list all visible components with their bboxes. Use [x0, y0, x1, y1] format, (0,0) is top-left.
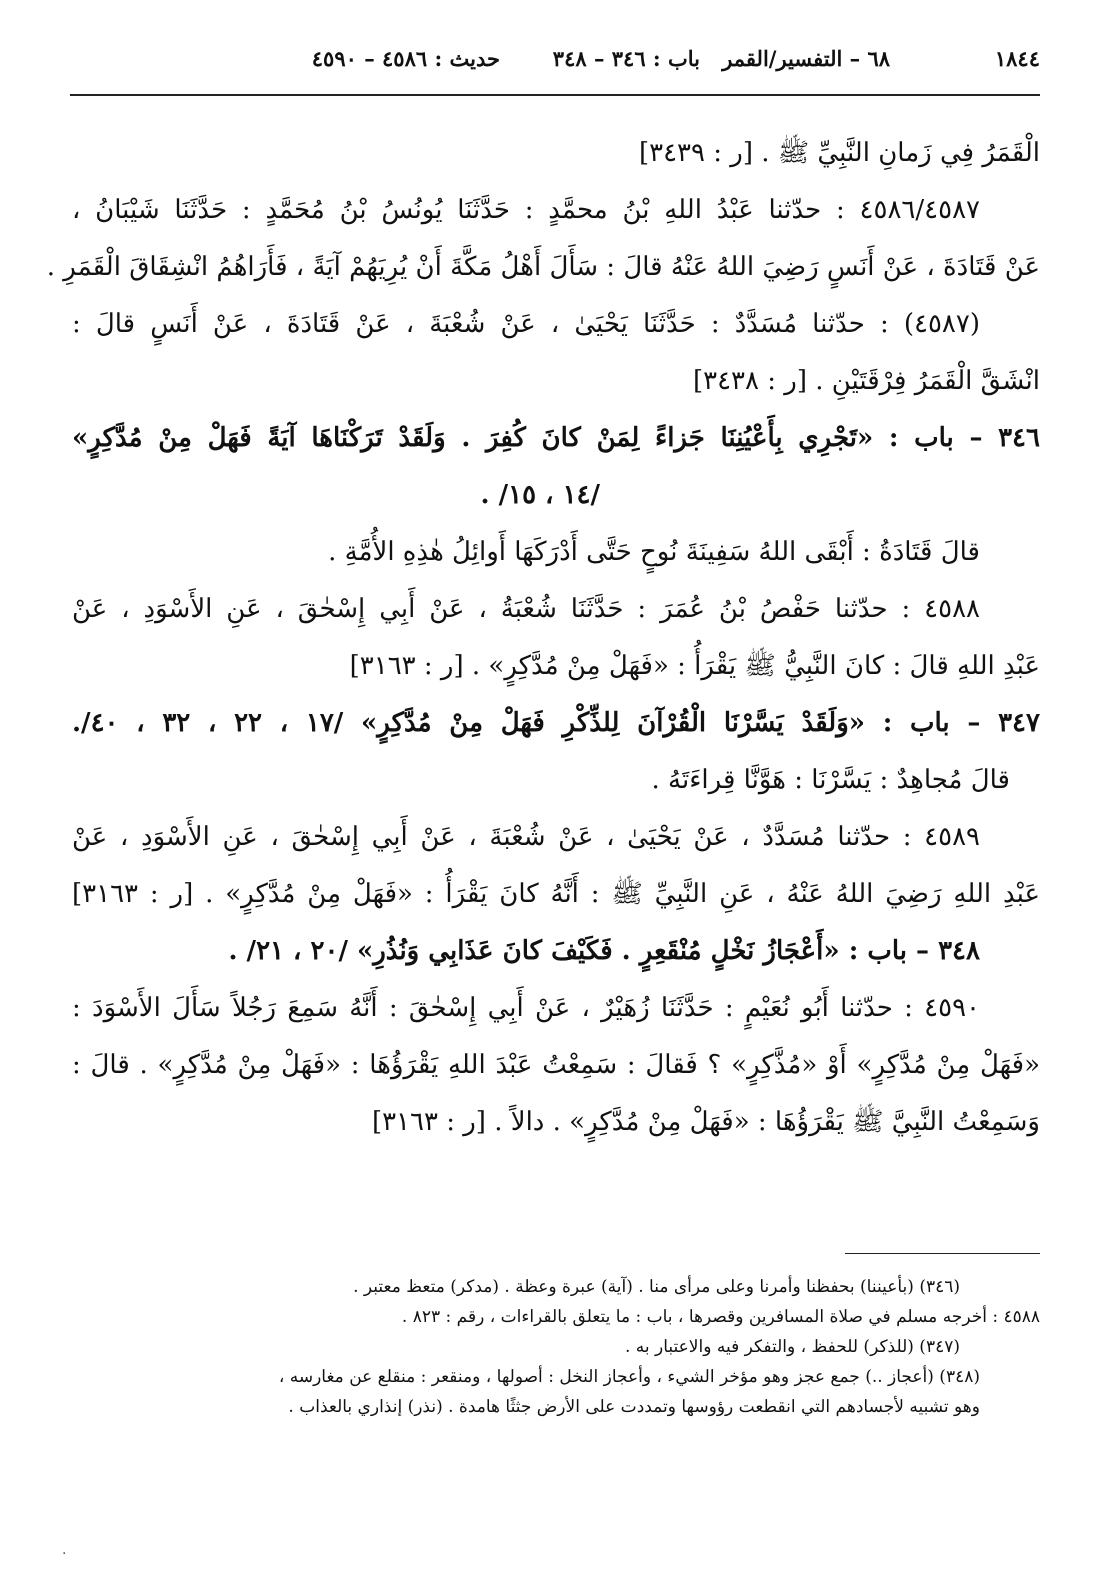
page-header [70, 40, 1040, 84]
text-line: عَبْدِ اللهِ قالَ : كانَ النَّبِيُّ ﷺ يَقْرَأُ : «فَهَلْ مِنْ مُدَّكِرٍ» . [ر : ٣١٦٣] [349, 651, 1040, 681]
header-rule [70, 94, 1040, 96]
qatada-quote: قالَ قَتَادَةُ : أَبْقَى اللهُ سَفِينَةَ نُوحٍ حَتَّى أَدْرَكَهَا أَوائِلُ هٰذِهِ الأُمَّةِ . [328, 537, 980, 567]
bab-347-heading: ٣٤٧ – باب : «وَلَقَدْ يَسَّرْنَا الْقُرْآنَ لِلذِّكْرِ فَهَلْ مِنْ مُدَّكِرٍ» /١٧ ، ٢٢ ، ٣٢ ، ٤٠/. [72, 708, 1040, 738]
text-line: عَنْ قَتَادَةَ ، عَنْ أَنَسٍ رَضِيَ اللهُ عَنْهُ قالَ : سَأَلَ أَهْلُ مَكَّةَ أَنْ يُرِيَهُمْ آيَةً ، فَأَرَاهُمُ انْشِقَاقَ الْقَمَرِ . [46, 252, 1040, 282]
text-line: وَسَمِعْتُ النَّبِيَّ ﷺ يَقْرَؤُهَا : «فَهَلْ مِنْ مُدَّكِرٍ» . دالاً . [ر : ٣١٦٣] [371, 1107, 1040, 1137]
page-number: ١٨٤٤ [994, 46, 1040, 71]
text-line: انْشَقَّ الْقَمَرُ فِرْقَتَيْنِ . [ر : ٣٤٣٨] [692, 366, 1040, 396]
footnote-4588: ٤٥٨٨ : أخرجه مسلم في صلاة المسافرين وقصرها ، باب : ما يتعلق بالقراءات ، رقم : ٨٢٣ . [401, 1307, 1040, 1327]
hadith-4588-line: ٤٥٨٨ : حدّثنا حَفْصُ بْنُ عُمَرَ : حَدَّثَنَا شُعْبَةُ ، عَنْ أَبِي إِسْحٰقَ ، عَنِ الأَسْوَدِ ، عَنْ [72, 594, 980, 624]
footnote-348: (٣٤٨) (أعجاز ..) جمع عجز وهو مؤخر الشيء ، وأعجاز النخل : أصولها ، ومنقعر : منقلع عن مغارسه ، [278, 1367, 980, 1387]
mujahid-quote: قالَ مُجاهِدٌ : يَسَّرْنَا : هَوَّنَّا قِراءَتَهُ . [651, 765, 1010, 795]
hadith-4590-line: ٤٥٩٠ : حدّثنا أَبُو نُعَيْمٍ : حَدَّثَنَا زُهَيْرٌ ، عَنْ أَبِي إِسْحٰقَ : أَنَّهُ سَمِعَ رَجُلاً سَأَلَ الأَسْوَدَ : [72, 993, 980, 1023]
footnote-348-cont: وهو تشبيه لأجسادهم التي انقطعت رؤوسها وتمددت على الأرض جثثًا هامدة . (نذر) إنذاري بالعذاب . [288, 1397, 980, 1417]
text-line: عَبْدِ اللهِ رَضِيَ اللهُ عَنْهُ ، عَنِ النَّبِيِّ ﷺ : أَنَّهُ كانَ يَقْرَأُ : «فَهَلْ مِنْ مُدَّكِرٍ» . [ر : ٣١٦٣] [72, 879, 1040, 909]
text-line: «فَهَلْ مِنْ مُدَّكِرٍ» أَوْ «مُذَّكِرٍ» ؟ فَقالَ : سَمِعْتُ عَبْدَ اللهِ يَقْرَؤُهَا : «فَهَلْ مِنْ مُدَّكِرٍ» . قالَ : [72, 1050, 1040, 1080]
bab-346-heading: ٣٤٦ – باب : «تَجْرِي بِأَعْيُنِنَا جَزاءً لِمَنْ كانَ كُفِرَ . وَلَقَدْ تَرَكْنَاهَا آيَةً فَهَلْ مِنْ مُدَّكِرٍ» [72, 423, 1040, 453]
text-line: الْقَمَرُ فِي زَمانِ النَّبِيِّ ﷺ . [ر : ٣٤٣٩] [638, 138, 1040, 168]
footnote-rule [845, 1253, 1040, 1254]
bab-range: باب : ٣٤٦ – ٣٤٨ [552, 46, 700, 71]
bab-348-heading: ٣٤٨ – باب : «أَعْجَازُ نَخْلٍ مُنْقَعِرٍ . فَكَيْفَ كانَ عَذَابِي وَنُذُرِ» /٢٠ ، ٢١/ . [228, 936, 980, 966]
footnote-346: (٣٤٦) (بأعيننا) بحفظنا وأمرنا وعلى مرأى منا . (آية) عبرة وعظة . (مدكر) متعظ معتبر . [353, 1277, 960, 1297]
scan-speck: · [62, 1546, 67, 1562]
footnotes [72, 1272, 1040, 1422]
hadith-range: حديث : ٤٥٨٦ – ٤٥٩٠ [311, 46, 500, 71]
main-text [46, 125, 1040, 1151]
hadith-4587-line: (٤٥٨٧) : حدّثنا مُسَدَّدٌ : حَدَّثَنَا يَحْيَىٰ ، عَنْ شُعْبَةَ ، عَنْ قَتَادَةَ ، عَنْ أَنَسٍ قالَ : [72, 309, 980, 339]
section-title: ٦٨ – التفسير/القمر [722, 46, 890, 71]
bab-346-verses: /١٤ ، ١٥/ . [480, 480, 600, 510]
hadith-4589-line: ٤٥٨٩ : حدّثنا مُسَدَّدٌ ، عَنْ يَحْيَىٰ ، عَنْ شُعْبَةَ ، عَنْ أَبِي إِسْحٰقَ ، عَنِ الأَسْوَدِ ، عَنْ [72, 822, 980, 852]
hadith-4586-line: ٤٥٨٦/٤٥٨٧ : حدّثنا عَبْدُ اللهِ بْنُ محمَّدٍ : حَدَّثَنَا يُونُسُ بْنُ مُحَمَّدٍ : حَدَّثَنَا شَيْبَانُ ، [72, 195, 980, 225]
footnote-347: (٣٤٧) (للذكر) للحفظ ، والتفكر فيه والاعتبار به . [624, 1337, 960, 1357]
